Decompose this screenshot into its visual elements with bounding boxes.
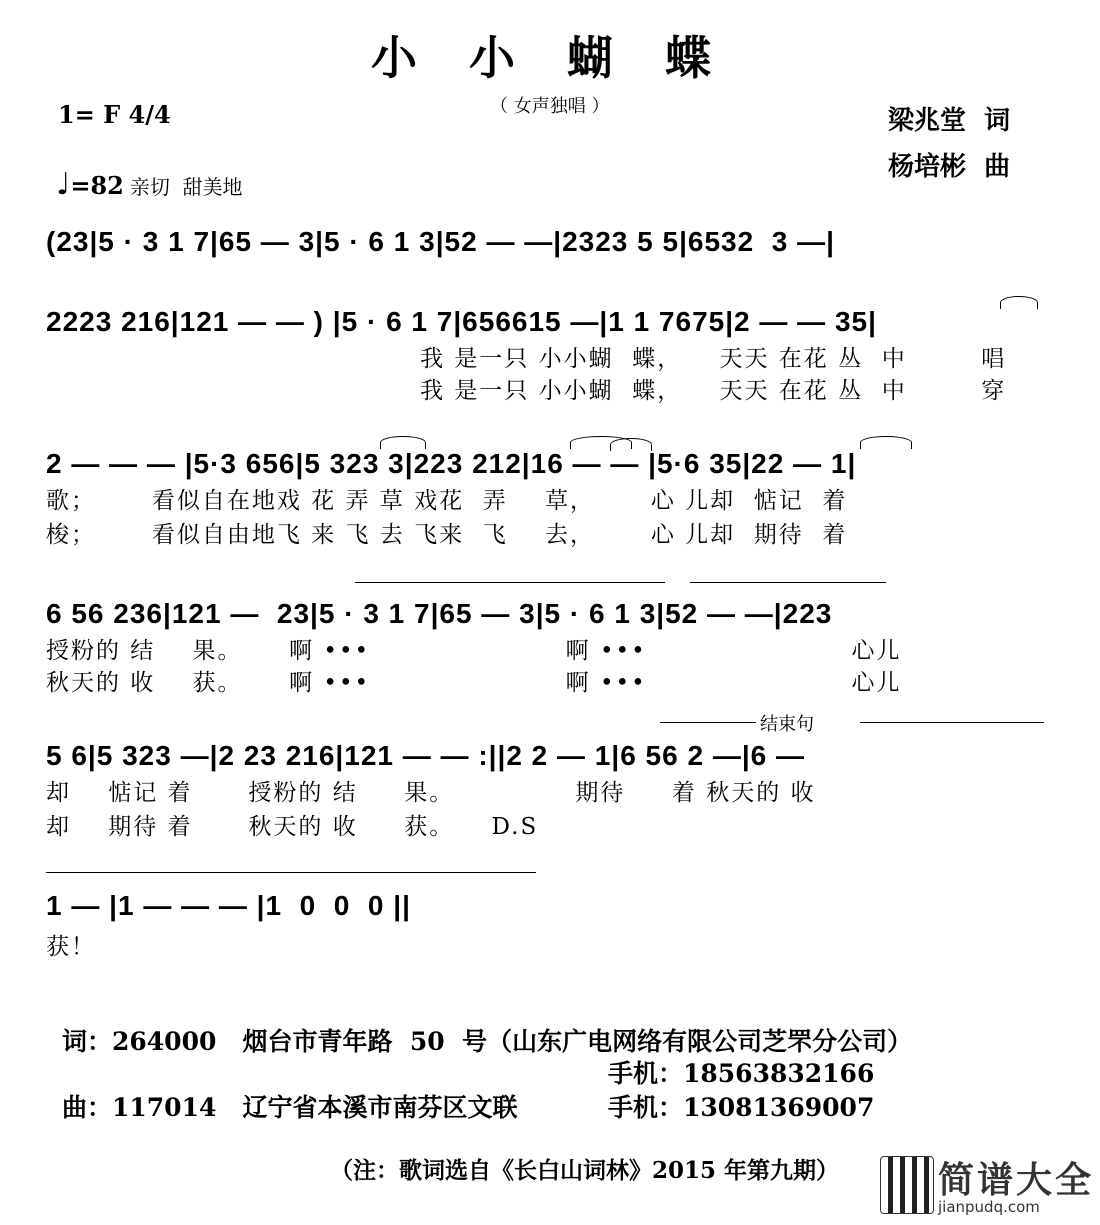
- ending-bracket-line-left: [660, 722, 756, 723]
- score-row-6-notes: 1 — |1 — — — |1 0 0 0 ||: [46, 890, 411, 921]
- score-row-3-lyrics-verse-2: 梭； 看似自由地飞 来 飞 去 飞来 飞 去， 心 儿却 期待 着: [46, 522, 848, 548]
- composer-address: 曲：117014 辽宁省本溪市南芬区文联: [62, 1093, 518, 1122]
- slur-arc: [1000, 296, 1038, 309]
- score-row-5-lyrics-verse-2: 却 期待 着 秋天的 收 获。 D.S: [46, 814, 539, 840]
- ending-section-label: 结束句: [760, 714, 814, 735]
- quarter-note-icon: ♩: [56, 167, 71, 202]
- lyricist-phone: 手机：18563832166: [608, 1059, 875, 1088]
- slur-arc: [380, 436, 426, 449]
- segno-bracket-line: [355, 582, 665, 583]
- score-row-5-lyrics-verse-1: 却 惦记 着 授粉的 结 果。 期待 着 秋天的 收: [46, 780, 816, 806]
- performance-type: （ 女声独唱 ）: [490, 96, 610, 117]
- slur-arc: [570, 436, 632, 449]
- tempo-marking: [46, 148, 243, 202]
- key-signature: 1= F 4/4: [58, 100, 171, 129]
- score-row-2-notes: 2223 216|121 — — ) |5 · 6 1 7|656615 —|1 1 7675|2 — — 35|: [46, 306, 877, 337]
- song-title: 小 小 蝴 蝶: [370, 31, 730, 85]
- score-row-6-lyrics-verse-1: 获！: [46, 934, 96, 960]
- expression-text: 亲切 甜美地: [129, 175, 243, 199]
- score-row-3-notes: 2 — — — |5·3 656|5 323 3|223 212|16 — — |5·6 35|22 — 1|: [46, 448, 857, 479]
- slur-arc: [860, 436, 912, 449]
- watermark-name: 简谱大全: [938, 1160, 1095, 1201]
- tie-bracket-line: [46, 872, 536, 873]
- score-row-5-notes: 5 6|5 323 —|2 23 216|121 — — :||2 2 — 1|6 56 2 —|6 —: [46, 740, 806, 771]
- score-row-2-lyrics-verse-1: 我 是一只 小小蝴 蝶， 天天 在花 丛 中 唱: [420, 346, 1007, 372]
- site-watermark: [880, 1152, 1095, 1220]
- piano-keys-icon: [880, 1156, 934, 1214]
- score-row-3-lyrics-verse-1: 歌； 看似自在地戏 花 弄 草 戏花 弄 草， 心 儿却 惦记 着: [46, 488, 848, 514]
- source-note: （注：歌词选自《长白山词林》2015 年第九期）: [330, 1157, 840, 1184]
- score-row-4-lyrics-verse-1: 授粉的 结 果。 啊 ••• 啊 ••• 心儿: [46, 638, 902, 664]
- score-row-4-notes: 6 56 236|121 — 23|5 · 3 1 7|65 — 3|5 · 6 1 3|52 — —|223: [46, 598, 833, 629]
- composer-phone: 手机：13081369007: [608, 1093, 875, 1122]
- score-row-2-lyrics-verse-2: 我 是一只 小小蝴 蝶， 天天 在花 丛 中 穿: [420, 378, 1007, 404]
- lyricist-address: 词：264000 烟台市青年路 50 号（山东广电网络有限公司芝罘分公司）: [62, 1027, 913, 1056]
- composer-credit: 杨培彬 曲: [888, 152, 1011, 182]
- lyricist-credit: 梁兆堂 词: [888, 106, 1011, 136]
- watermark-url: jianpudq.com: [938, 1198, 1040, 1216]
- score-row-4-lyrics-verse-2: 秋天的 收 获。 啊 ••• 啊 ••• 心儿: [46, 670, 902, 696]
- score-row-1-notes: (23|5 · 3 1 7|65 — 3|5 · 6 1 3|52 — —|2323 5 5|6532 3 —|: [46, 226, 835, 257]
- tempo-value: =82: [70, 171, 124, 200]
- ending-bracket-line-right: [860, 722, 1044, 723]
- slur-line: [690, 582, 886, 583]
